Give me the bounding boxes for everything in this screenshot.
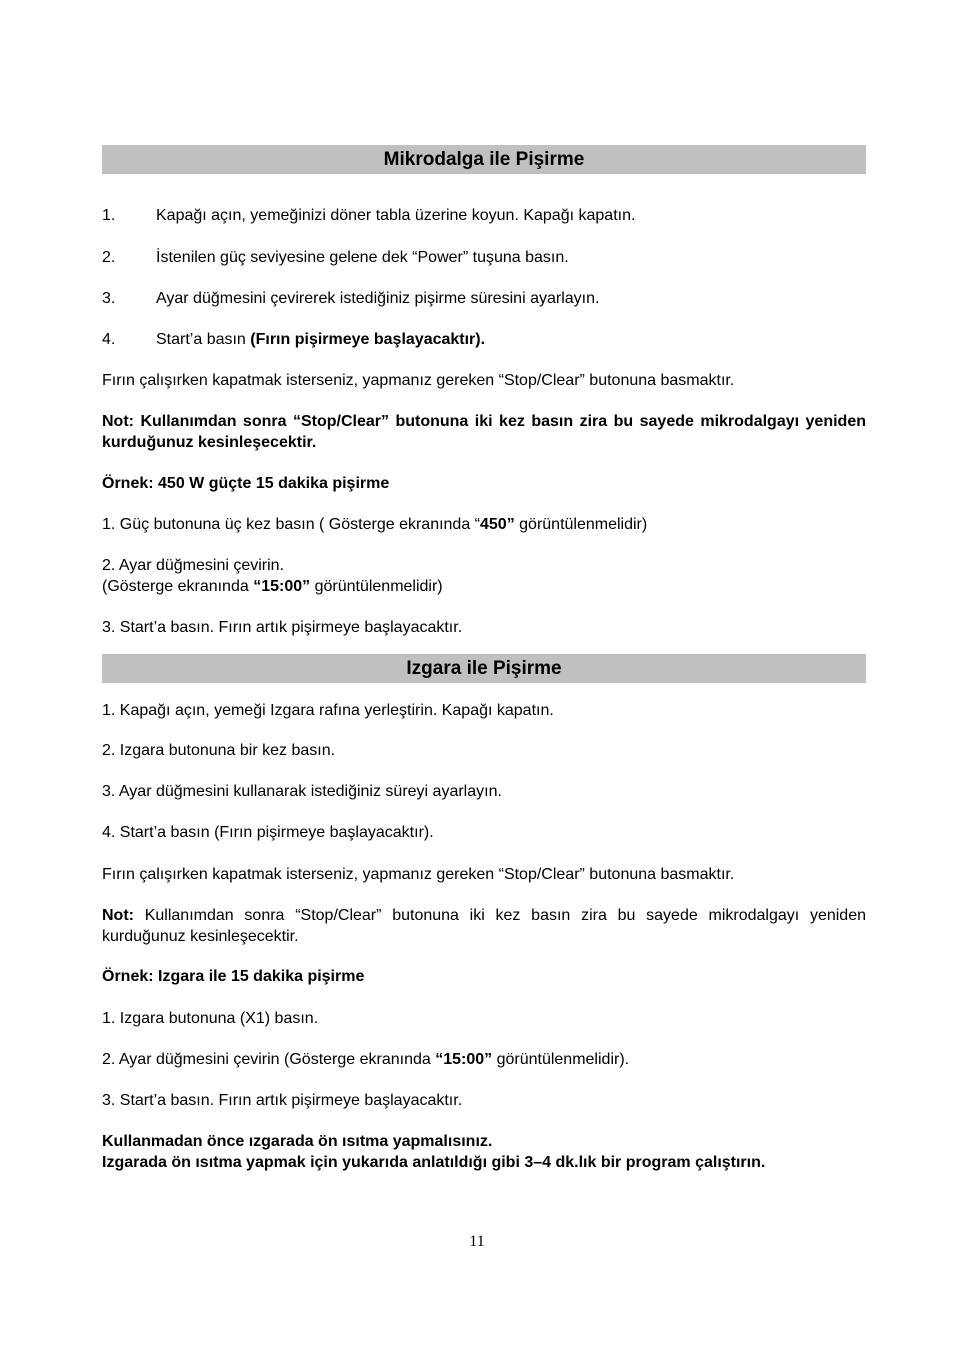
step-text: Ayar düğmesini çevirerek istediğiniz pişirme süresini ayarlayın. (156, 290, 600, 307)
text: görüntülenmelidir). (492, 1051, 630, 1068)
note-label: Not: (102, 907, 134, 924)
step-number: 4. (102, 331, 116, 348)
step-text-bold: (Fırın pişirmeye başlayacaktır). (250, 331, 486, 348)
stop-instruction: Fırın çalışırken kapatmak isterseniz, yapmanız gereken “Stop/Clear” butonuna basmaktır. (102, 372, 735, 389)
section-heading-microwave: Mikrodalga ile Pişirme (102, 145, 866, 174)
grill-step-2: 2. Izgara butonuna bir kez basın. (102, 742, 336, 759)
warning-line-2: Izgarada ön ısıtma yapmak için yukarıda anlatıldığı gibi 3–4 dk.lık bir program çalıştırın. (102, 1154, 766, 1171)
example-title: Örnek: Izgara ile 15 dakika pişirme (102, 968, 365, 985)
step-number: 3. (102, 290, 116, 307)
grill-step-1: 1. Kapağı açın, yemeği Izgara rafına yerleştirin. Kapağı kapatın. (102, 702, 554, 719)
display-value: “15:00” (435, 1051, 493, 1068)
display-value: 450” (480, 516, 515, 533)
note-paragraph (102, 905, 866, 947)
example-title: Örnek: 450 W güçte 15 dakika pişirme (102, 475, 390, 492)
display-value: “15:00” (253, 578, 311, 595)
step-number: 2. (102, 249, 116, 266)
grill-example-step-2 (102, 1049, 866, 1070)
example-step-1 (102, 514, 866, 535)
grill-example-step-3: 3. Start’a basın. Fırın artık pişirmeye başlayacaktır. (102, 1092, 463, 1109)
note-text: Kullanımdan sonra “Stop/Clear” butonuna iki kez basın zira bu sayede mikrodalgayı yeniden kurduğunuz kesinleşecektir. (102, 907, 866, 945)
grill-step-3: 3. Ayar düğmesini kullanarak istediğiniz süreyi ayarlayın. (102, 783, 502, 800)
step-1 (102, 205, 866, 226)
text: (Gösterge ekranında (102, 578, 254, 595)
step-4 (102, 329, 866, 350)
example-step-2: 2. Ayar düğmesini çevirin. (102, 557, 285, 574)
text: görüntülenmelidir) (310, 578, 443, 595)
grill-step-4: 4. Start’a basın (Fırın pişirmeye başlayacaktır). (102, 824, 434, 841)
step-text: Start’a basın (156, 331, 251, 348)
section-heading-grill: Izgara ile Pişirme (102, 654, 866, 683)
text: 1. Güç butonuna üç kez basın ( Gösterge ekranında “ (102, 516, 480, 533)
stop-instruction: Fırın çalışırken kapatmak isterseniz, yapmanız gereken “Stop/Clear” butonuna basmaktır. (102, 866, 735, 883)
page-number: 11 (469, 1233, 485, 1250)
step-number: 1. (102, 207, 116, 224)
example-step-3: 3. Start’a basın. Fırın artık pişirmeye başlayacaktır. (102, 619, 463, 636)
step-text: Kapağı açın, yemeğinizi döner tabla üzerine koyun. Kapağı kapatın. (156, 207, 636, 224)
warning-line-1: Kullanmadan önce ızgarada ön ısıtma yapmalısınız. (102, 1133, 493, 1150)
grill-example-step-1: 1. Izgara butonuna (X1) basın. (102, 1010, 319, 1027)
example-step-2-detail (102, 576, 866, 597)
note-paragraph: Not: Kullanımdan sonra “Stop/Clear” butonuna iki kez basın zira bu sayede mikrodalgayı yeniden kurduğunuz kesinleşecektir. (102, 413, 866, 451)
step-text: İstenilen güç seviyesine gelene dek “Power” tuşuna basın. (156, 249, 569, 266)
step-3 (102, 288, 866, 309)
text: 2. Ayar düğmesini çevirin (Gösterge ekranında (102, 1051, 436, 1068)
text: görüntülenmelidir) (514, 516, 648, 533)
step-2 (102, 247, 866, 268)
